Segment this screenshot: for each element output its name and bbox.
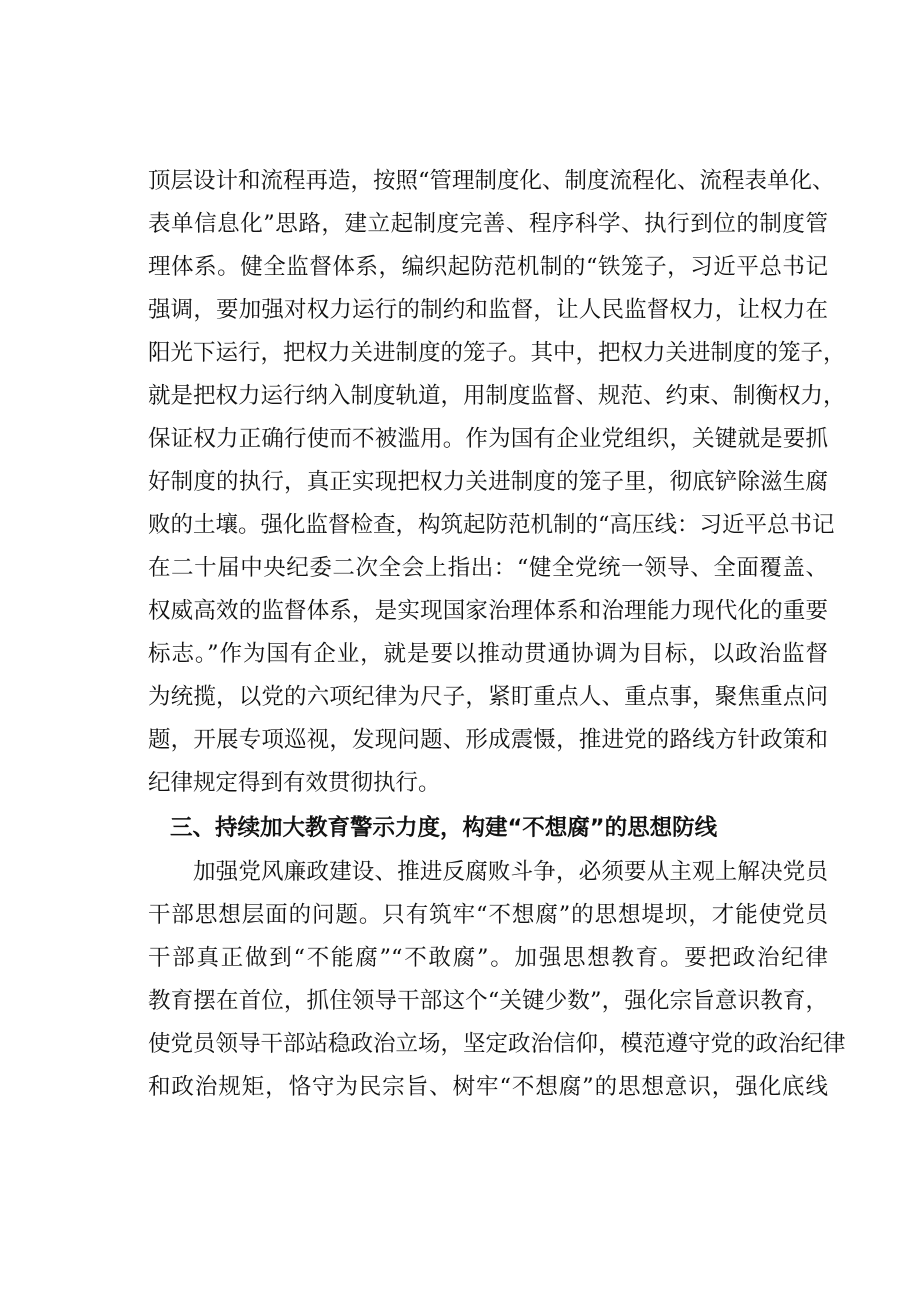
- paragraph-1-line: 纪律规定得到有效贯彻执行。: [148, 770, 441, 796]
- paragraph-1-line: 在二十届中央纪委二次全会上指出：“健全党统一领导、全面覆盖、: [148, 555, 828, 581]
- paragraph-1-line: 顶层设计和流程再造，按照“管理制度化、制度流程化、流程表单化、: [148, 168, 835, 194]
- paragraph-1-line: 权威高效的监督体系，是实现国家治理体系和治理能力现代化的重要: [148, 598, 828, 624]
- paragraph-1-line: 好制度的执行，真正实现把权力关进制度的笼子里，彻底铲除滋生腐: [148, 469, 828, 495]
- section-heading: 三、持续加大教育警示力度，构建“不想腐”的思想防线: [170, 815, 718, 841]
- paragraph-1-line: 理体系。健全监督体系，编织起防范机制的“铁笼子，习近平总书记: [148, 254, 828, 280]
- paragraph-1-line: 强调，要加强对权力运行的制约和监督，让人民监督权力，让权力在: [148, 297, 828, 323]
- paragraph-2-line: 干部真正做到“不能腐”“不敢腐”。加强思想教育。要把政治纪律: [148, 945, 828, 971]
- paragraph-2-line: 和政治规矩，恪守为民宗旨、树牢“不想腐”的思想意识，强化底线: [148, 1074, 828, 1100]
- paragraph-1-line: 败的土壤。强化监督检查，构筑起防范机制的“高压线：习近平总书记: [148, 512, 835, 538]
- paragraph-1-line: 为统揽，以党的六项纪律为尺子，紧盯重点人、重点事，聚焦重点问: [148, 684, 828, 710]
- paragraph-2-line: 加强党风廉政建设、推进反腐败斗争，必须要从主观上解决党员: [193, 859, 828, 885]
- paragraph-1-line: 就是把权力运行纳入制度轨道，用制度监督、规范、约束、制衡权力，: [148, 383, 846, 409]
- paragraph-1-line: 题，开展专项巡视，发现问题、形成震慑，推进党的路线方针政策和: [148, 727, 828, 753]
- paragraph-2-line: 使党员领导干部站稳政治立场，坚定政治信仰，模范遵守党的政治纪律: [148, 1031, 846, 1057]
- paragraph-1-line: 表单信息化”思路，建立起制度完善、程序科学、执行到位的制度管: [148, 211, 828, 237]
- paragraph-1-line: 标志。”作为国有企业，就是要以推动贯通协调为目标，以政治监督: [148, 641, 828, 667]
- paragraph-2-line: 干部思想层面的问题。只有筑牢“不想腐”的思想堤坝，才能使党员: [148, 902, 828, 928]
- paragraph-2-line: 教育摆在首位，抓住领导干部这个“关键少数”，强化宗旨意识教育，: [148, 988, 828, 1014]
- paragraph-1-line: 阳光下运行，把权力关进制度的笼子。其中，把权力关进制度的笼子，: [148, 340, 846, 366]
- paragraph-1-line: 保证权力正确行使而不被滥用。作为国有企业党组织，关键就是要抓: [148, 426, 828, 452]
